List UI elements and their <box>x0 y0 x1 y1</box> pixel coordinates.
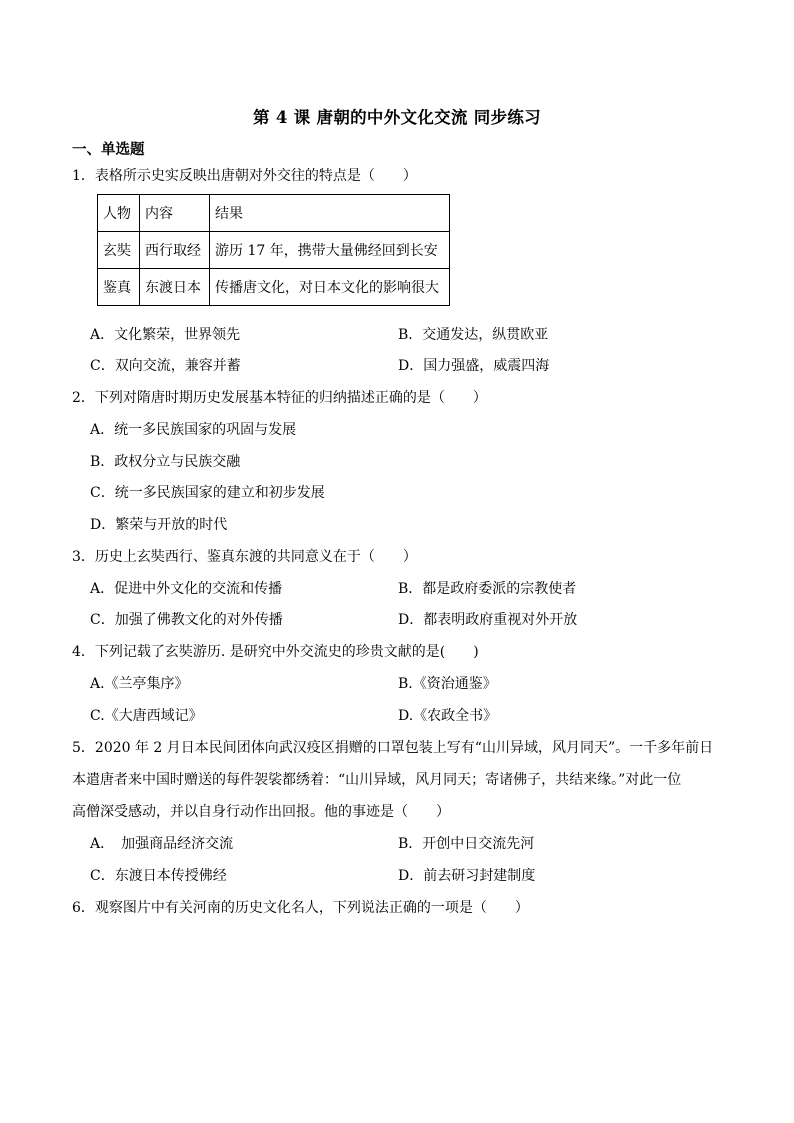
question-3-option-c[interactable]: C．加强了佛教文化的对外传播 <box>90 612 283 628</box>
table-cell: 东渡日本 <box>140 269 210 306</box>
question-5-stem-line-2: 本遣唐者来中国时赠送的每件袈裟都绣着：“山川异域，风月同天；寄诸佛子，共结来缘。”对此一位 <box>72 772 682 788</box>
table-row <box>98 232 450 269</box>
table-cell: 鉴真 <box>98 269 140 306</box>
question-6-stem: 6．观察图片中有关河南的历史文化名人，下列说法正确的一项是（ ） <box>72 900 529 916</box>
section-heading: 一、单选题 <box>72 141 145 158</box>
question-4-option-c[interactable]: C.《大唐西域记》 <box>90 708 203 724</box>
question-1-option-c[interactable]: C．双向交流，兼容并蓄 <box>90 358 241 374</box>
table-cell: 玄奘 <box>98 232 140 269</box>
table-row <box>98 195 450 232</box>
question-1-option-d[interactable]: D．国力强盛，威震四海 <box>398 358 550 374</box>
table-header-cell: 人物 <box>98 195 140 232</box>
question-2-option-c[interactable]: C．统一多民族国家的建立和初步发展 <box>90 485 325 501</box>
question-5-option-c[interactable]: C．东渡日本传授佛经 <box>90 868 227 884</box>
question-2-option-a[interactable]: A．统一多民族国家的巩固与发展 <box>90 422 297 438</box>
question-3-option-a[interactable]: A．促进中外文化的交流和传播 <box>90 581 283 597</box>
table-header-cell: 内容 <box>140 195 210 232</box>
table-header-cell: 结果 <box>210 195 450 232</box>
question-5-option-d[interactable]: D．前去研习封建制度 <box>398 868 536 884</box>
question-3-option-d[interactable]: D．都表明政府重视对外开放 <box>398 612 578 628</box>
question-2-stem: 2．下列对隋唐时期历史发展基本特征的归纳描述正确的是（ ） <box>72 390 487 406</box>
question-2-option-d[interactable]: D．繁荣与开放的时代 <box>90 517 228 533</box>
question-4-option-a[interactable]: A.《兰亭集序》 <box>90 676 189 692</box>
question-3-option-b[interactable]: B．都是政府委派的宗教使者 <box>398 581 577 597</box>
page-title: 第 4 课 唐朝的中外文化交流 同步练习 <box>253 108 541 127</box>
question-5-option-b[interactable]: B．开创中日交流先河 <box>398 836 535 852</box>
question-3-stem: 3．历史上玄奘西行、鉴真东渡的共同意义在于（ ） <box>72 549 417 565</box>
table-cell: 游历 17 年，携带大量佛经回到长安 <box>210 232 450 269</box>
question-1-option-b[interactable]: B．交通发达，纵贯欧亚 <box>398 327 549 343</box>
table-cell: 西行取经 <box>140 232 210 269</box>
question-2-option-b[interactable]: B．政权分立与民族交融 <box>90 454 241 470</box>
question-1-stem: 1．表格所示史实反映出唐朝对外交往的特点是（ ） <box>72 168 417 184</box>
question-4-option-d[interactable]: D.《农政全书》 <box>398 708 498 724</box>
question-1-option-a[interactable]: A．文化繁荣，世界领先 <box>90 327 241 343</box>
question-4-option-b[interactable]: B.《资治通鉴》 <box>398 676 497 692</box>
question-5-stem-line-3: 高僧深受感动，并以自身行动作出回报。他的事迹是（ ） <box>72 804 450 820</box>
question-5-option-a[interactable]: A． 加强商品经济交流 <box>90 836 234 852</box>
table-row <box>98 269 450 306</box>
question-4-stem: 4．下列记载了玄奘游历. 是研究中外交流史的珍贵文献的是( ) <box>72 644 479 660</box>
question-1-table <box>97 194 450 306</box>
question-5-stem-line-1: 5．2020 年 2 月日本民间团体向武汉疫区捐赠的口罩包装上写有“山川异域，风月同天”。一千多年前日 <box>72 740 714 756</box>
table-cell: 传播唐文化，对日本文化的影响很大 <box>210 269 450 306</box>
